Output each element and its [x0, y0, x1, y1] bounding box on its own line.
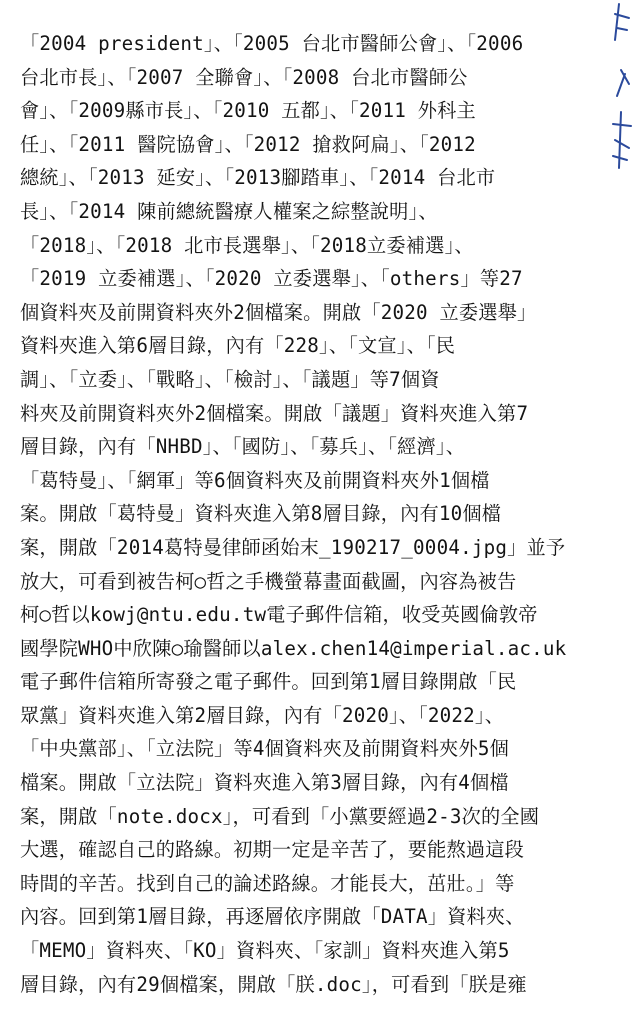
text-line: 層目錄，內有29個檔案，開啟「朕.doc」，可看到「朕是雍 [20, 972, 527, 996]
text-line: 「中央黨部」、「立法院」等4個資料夾及前開資料夾外5個 [20, 737, 509, 761]
text-line: 「2019 立委補選」、「2020 立委選舉」、「others」等27 [20, 267, 523, 291]
text-line: 個資料夾及前開資料夾外2個檔案。開啟「2020 立委選舉」 [20, 300, 537, 324]
handwritten-margin-mark [603, 0, 633, 170]
text-line: 案，開啟「note.docx」，可看到「小黨要經過2-3次的全國 [20, 804, 540, 828]
text-line: 會」、「2009縣市長」、「2010 五都」、「2011 外科主 [20, 99, 476, 123]
text-line: 案，開啟「2014葛特曼律師函始末_190217_0004.jpg」並予 [20, 535, 566, 559]
text-line: 層目錄，內有「NHBD」、「國防」、「募兵」、「經濟」、 [20, 435, 466, 459]
text-line: 案。開啟「葛特曼」資料夾進入第8層目錄，內有10個檔 [20, 502, 502, 526]
text-line: 「MEMO」資料夾、「KO」資料夾、「家訓」資料夾進入第5 [20, 939, 510, 963]
text-line: 「2004 president」、「2005 台北市醫師公會」、「2006 [20, 32, 524, 55]
document-body [20, 27, 610, 1001]
text-line: 放大，可看到被告柯○哲之手機螢幕畫面截圖，內容為被告 [20, 569, 517, 593]
text-line: 調」、「立委」、「戰略」、「檢討」、「議題」等7個資 [20, 367, 440, 391]
text-line: 時間的辛苦。找到自己的論述路線。才能長大，茁壯。」等 [20, 871, 515, 895]
text-line: 台北市長」、「2007 全聯會」、「2008 台北市醫師公 [20, 65, 468, 89]
text-line: 「2018」、「2018 北市長選舉」、「2018立委補選」、 [20, 233, 474, 257]
text-line: 國學院WHO中欣陳○瑜醫師以alex.chen14@imperial.ac.uk [20, 636, 567, 660]
text-line: 大選，確認自己的路線。初期一定是辛苦了，要能熬過這段 [20, 838, 525, 862]
text-line: 「葛特曼」、「網軍」等6個資料夾及前開資料夾外1個檔 [20, 468, 490, 492]
text-line: 柯○哲以kowj@ntu.edu.tw電子郵件信箱，收受英國倫敦帝 [20, 603, 538, 627]
text-line: 任」、「2011 醫院協會」、「2012 搶救阿扁」、「2012 [20, 132, 476, 156]
text-line: 總統」、「2013 延安」、「2013腳踏車」、「2014 台北市 [20, 166, 496, 190]
text-line: 檔案。開啟「立法院」資料夾進入第3層目錄，內有4個檔 [20, 771, 509, 795]
text-line: 電子郵件信箱所寄發之電子郵件。回到第1層目錄開啟「民 [20, 670, 517, 694]
text-line: 眾黨」資料夾進入第2層目錄，內有「2020」、「2022」、 [20, 703, 505, 727]
text-line: 資料夾進入第6層目錄，內有「228」、「文宣」、「民 [20, 334, 456, 358]
text-line: 內容。回到第1層目錄，再逐層依序開啟「DATA」資料夾、 [20, 905, 525, 929]
text-line: 長」、「2014 陳前總統醫療人權案之綜整說明」、 [20, 199, 438, 223]
text-line: 料夾及前開資料夾外2個檔案。開啟「議題」資料夾進入第7 [20, 401, 529, 425]
